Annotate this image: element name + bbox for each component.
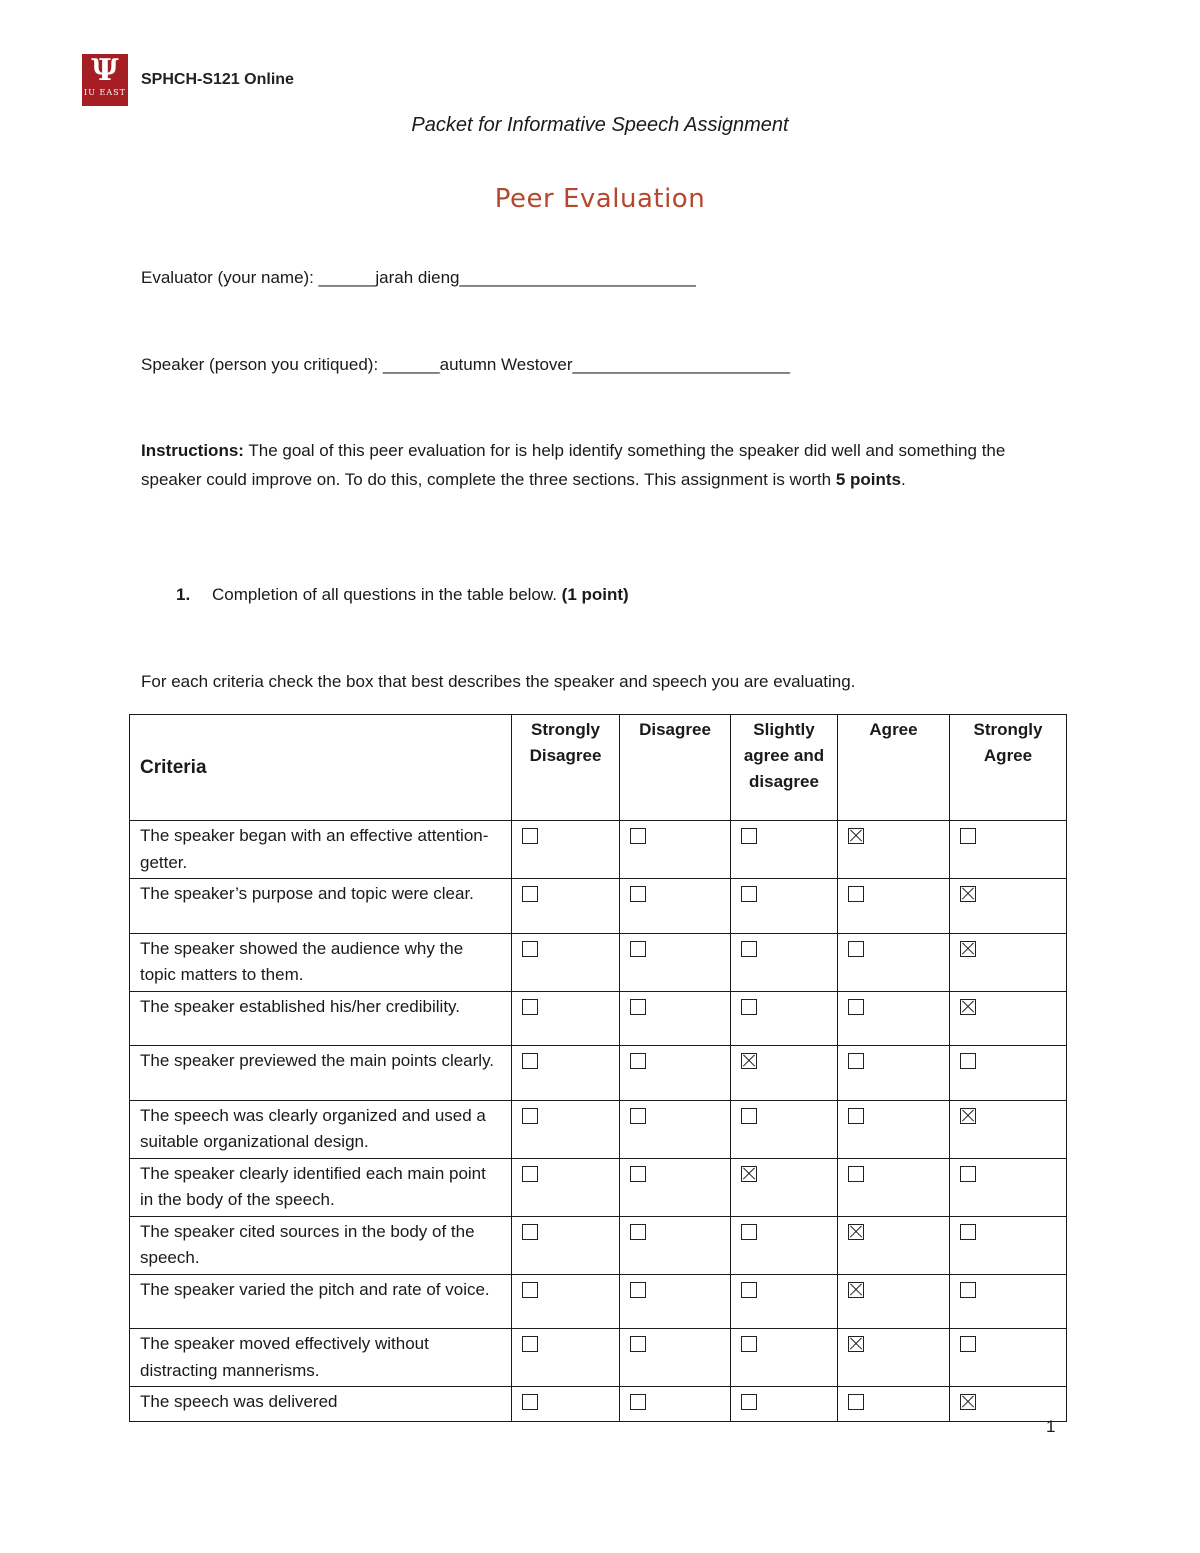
checkbox-checked-icon[interactable] (848, 828, 864, 844)
section-points: (1 point) (561, 585, 629, 604)
checkbox-empty-icon[interactable] (522, 828, 538, 844)
checkbox-empty-icon[interactable] (630, 1053, 646, 1069)
option-cell-agree (838, 879, 950, 934)
checkbox-empty-icon[interactable] (960, 1336, 976, 1352)
checkbox-empty-icon[interactable] (630, 1336, 646, 1352)
checkbox-empty-icon[interactable] (522, 1224, 538, 1240)
checkbox-empty-icon[interactable] (522, 1053, 538, 1069)
checkbox-checked-icon[interactable] (960, 1394, 976, 1410)
option-cell-strongly-disagree (512, 879, 620, 934)
checkbox-checked-icon[interactable] (960, 999, 976, 1015)
checkbox-empty-icon[interactable] (630, 999, 646, 1015)
checkbox-empty-icon[interactable] (741, 1336, 757, 1352)
evaluator-value[interactable]: ______jarah dieng_________________________ (318, 268, 696, 287)
option-cell-strongly-agree (950, 1216, 1067, 1274)
checkbox-empty-icon[interactable] (522, 941, 538, 957)
option-cell-disagree (620, 991, 731, 1046)
option-cell-slightly-agree-disagree (731, 991, 838, 1046)
option-cell-strongly-disagree (512, 1046, 620, 1101)
checkbox-empty-icon[interactable] (848, 941, 864, 957)
page-number: 1 (1046, 1417, 1056, 1436)
option-cell-strongly-agree (950, 1387, 1067, 1422)
option-cell-disagree (620, 1100, 731, 1158)
criteria-cell: The speech was delivered (130, 1387, 512, 1422)
option-cell-strongly-disagree (512, 1158, 620, 1216)
section-number: 1. (176, 585, 191, 604)
table-row (130, 1046, 1067, 1101)
option-cell-slightly-agree-disagree (731, 1216, 838, 1274)
checkbox-empty-icon[interactable] (741, 1108, 757, 1124)
checkbox-empty-icon[interactable] (848, 999, 864, 1015)
checkbox-empty-icon[interactable] (960, 1282, 976, 1298)
option-cell-agree (838, 1216, 950, 1274)
checkbox-empty-icon[interactable] (960, 1166, 976, 1182)
checkbox-empty-icon[interactable] (522, 999, 538, 1015)
table-intro: For each criteria check the box that best describes the speaker and speech you are evaluating. (141, 672, 856, 691)
option-cell-slightly-agree-disagree (731, 879, 838, 934)
logo-text: IU EAST (84, 88, 126, 97)
table-row (130, 933, 1067, 991)
option-cell-agree (838, 1046, 950, 1101)
checkbox-empty-icon[interactable] (848, 1108, 864, 1124)
checkbox-empty-icon[interactable] (848, 1166, 864, 1182)
checkbox-empty-icon[interactable] (848, 1394, 864, 1410)
table-row (130, 1274, 1067, 1329)
checkbox-checked-icon[interactable] (960, 886, 976, 902)
checkbox-empty-icon[interactable] (630, 1166, 646, 1182)
header-disagree: Disagree (620, 715, 731, 821)
checkbox-empty-icon[interactable] (630, 1394, 646, 1410)
checkbox-empty-icon[interactable] (848, 886, 864, 902)
header-strongly-agree: Strongly Agree (950, 715, 1067, 821)
option-cell-agree (838, 933, 950, 991)
header-strongly-disagree: Strongly Disagree (512, 715, 620, 821)
header-agree: Agree (838, 715, 950, 821)
checkbox-checked-icon[interactable] (848, 1224, 864, 1240)
criteria-cell: The speaker began with an effective attention-getter. (130, 821, 512, 879)
criteria-cell: The speaker showed the audience why the topic matters to them. (130, 933, 512, 991)
option-cell-agree (838, 821, 950, 879)
option-cell-slightly-agree-disagree (731, 1274, 838, 1329)
table-row (130, 1329, 1067, 1387)
table-row (130, 879, 1067, 934)
instructions-text: The goal of this peer evaluation for is help identify something the speaker did well and something the speaker could improve on. To do this, complete the three sections. This assignment is worth (141, 441, 1006, 489)
page-title: Peer Evaluation (494, 184, 706, 214)
checkbox-empty-icon[interactable] (848, 1053, 864, 1069)
evaluator-label: Evaluator (your name): (141, 268, 319, 287)
option-cell-strongly-disagree (512, 1329, 620, 1387)
table-row (130, 821, 1067, 879)
checkbox-checked-icon[interactable] (960, 1108, 976, 1124)
option-cell-strongly-disagree (512, 821, 620, 879)
option-cell-agree (838, 1274, 950, 1329)
option-cell-agree (838, 1329, 950, 1387)
option-cell-strongly-disagree (512, 1100, 620, 1158)
checkbox-checked-icon[interactable] (848, 1282, 864, 1298)
option-cell-agree (838, 991, 950, 1046)
option-cell-agree (838, 1387, 950, 1422)
checkbox-empty-icon[interactable] (741, 1394, 757, 1410)
course-code: SPHCH-S121 Online (141, 71, 294, 88)
checkbox-empty-icon[interactable] (960, 1053, 976, 1069)
option-cell-strongly-agree (950, 1329, 1067, 1387)
option-cell-disagree (620, 1158, 731, 1216)
header-criteria: Criteria (130, 715, 512, 821)
checkbox-empty-icon[interactable] (960, 1224, 976, 1240)
instructions-points: 5 points (835, 469, 902, 489)
criteria-cell: The speaker previewed the main points clearly. (130, 1046, 512, 1101)
speaker-value[interactable]: ______autumn Westover_______________________ (382, 355, 791, 374)
option-cell-disagree (620, 1274, 731, 1329)
checkbox-checked-icon[interactable] (848, 1336, 864, 1352)
table-row (130, 1216, 1067, 1274)
speaker-field (141, 355, 790, 375)
criteria-cell: The speaker clearly identified each main point in the body of the speech. (130, 1158, 512, 1216)
option-cell-slightly-agree-disagree (731, 1387, 838, 1422)
instructions (141, 437, 1041, 494)
option-cell-strongly-agree (950, 879, 1067, 934)
option-cell-strongly-disagree (512, 1387, 620, 1422)
table-row (130, 1158, 1067, 1216)
option-cell-strongly-disagree (512, 1274, 620, 1329)
checkbox-empty-icon[interactable] (741, 999, 757, 1015)
checkbox-empty-icon[interactable] (630, 886, 646, 902)
checkbox-empty-icon[interactable] (630, 1224, 646, 1240)
option-cell-slightly-agree-disagree (731, 1100, 838, 1158)
checkbox-empty-icon[interactable] (630, 941, 646, 957)
option-cell-strongly-agree (950, 1274, 1067, 1329)
iu-logo (82, 54, 128, 106)
checkbox-empty-icon[interactable] (630, 828, 646, 844)
option-cell-disagree (620, 821, 731, 879)
option-cell-agree (838, 1100, 950, 1158)
option-cell-strongly-agree (950, 1100, 1067, 1158)
checkbox-empty-icon[interactable] (741, 1282, 757, 1298)
option-cell-disagree (620, 1216, 731, 1274)
criteria-cell: The speaker varied the pitch and rate of voice. (130, 1274, 512, 1329)
section-1-heading (176, 585, 629, 605)
instructions-end: . (901, 469, 906, 489)
checkbox-empty-icon[interactable] (741, 828, 757, 844)
checkbox-empty-icon[interactable] (522, 1166, 538, 1182)
checkbox-empty-icon[interactable] (960, 828, 976, 844)
option-cell-slightly-agree-disagree (731, 933, 838, 991)
criteria-cell: The speaker established his/her credibility. (130, 991, 512, 1046)
checkbox-empty-icon[interactable] (630, 1108, 646, 1124)
option-cell-disagree (620, 879, 731, 934)
checkbox-empty-icon[interactable] (522, 1336, 538, 1352)
checkbox-checked-icon[interactable] (741, 1053, 757, 1069)
header-slightly-agree-disagree: Slightly agree and disagree (731, 715, 838, 821)
option-cell-disagree (620, 1387, 731, 1422)
table-row (130, 1387, 1067, 1422)
option-cell-strongly-disagree (512, 933, 620, 991)
option-cell-slightly-agree-disagree (731, 1046, 838, 1101)
table-row (130, 991, 1067, 1046)
checkbox-empty-icon[interactable] (522, 886, 538, 902)
option-cell-agree (838, 1158, 950, 1216)
option-cell-strongly-agree (950, 933, 1067, 991)
option-cell-strongly-agree (950, 821, 1067, 879)
option-cell-slightly-agree-disagree (731, 1329, 838, 1387)
trident-icon: Ψ (91, 53, 119, 88)
checkbox-empty-icon[interactable] (630, 1282, 646, 1298)
checkbox-checked-icon[interactable] (960, 941, 976, 957)
section-text: Completion of all questions in the table below. (212, 585, 562, 604)
option-cell-strongly-disagree (512, 1216, 620, 1274)
checkbox-empty-icon[interactable] (741, 941, 757, 957)
packet-title: Packet for Informative Speech Assignment (411, 114, 789, 136)
criteria-cell: The speaker cited sources in the body of the speech. (130, 1216, 512, 1274)
checkbox-checked-icon[interactable] (741, 1166, 757, 1182)
option-cell-slightly-agree-disagree (731, 821, 838, 879)
evaluator-field (141, 268, 696, 288)
checkbox-empty-icon[interactable] (522, 1108, 538, 1124)
option-cell-strongly-agree (950, 1158, 1067, 1216)
evaluation-table (129, 714, 1067, 1422)
option-cell-disagree (620, 1329, 731, 1387)
instructions-label: Instructions: (141, 441, 244, 460)
option-cell-strongly-agree (950, 1046, 1067, 1101)
table-header-row (130, 715, 1067, 821)
checkbox-empty-icon[interactable] (522, 1394, 538, 1410)
criteria-cell: The speaker’s purpose and topic were clear. (130, 879, 512, 934)
checkbox-empty-icon[interactable] (741, 1224, 757, 1240)
criteria-cell: The speaker moved effectively without distracting mannerisms. (130, 1329, 512, 1387)
option-cell-strongly-disagree (512, 991, 620, 1046)
option-cell-slightly-agree-disagree (731, 1158, 838, 1216)
checkbox-empty-icon[interactable] (741, 886, 757, 902)
table-row (130, 1100, 1067, 1158)
speaker-label: Speaker (person you critiqued): (141, 355, 383, 374)
criteria-cell: The speech was clearly organized and used a suitable organizational design. (130, 1100, 512, 1158)
option-cell-disagree (620, 933, 731, 991)
checkbox-empty-icon[interactable] (522, 1282, 538, 1298)
option-cell-disagree (620, 1046, 731, 1101)
option-cell-strongly-agree (950, 991, 1067, 1046)
